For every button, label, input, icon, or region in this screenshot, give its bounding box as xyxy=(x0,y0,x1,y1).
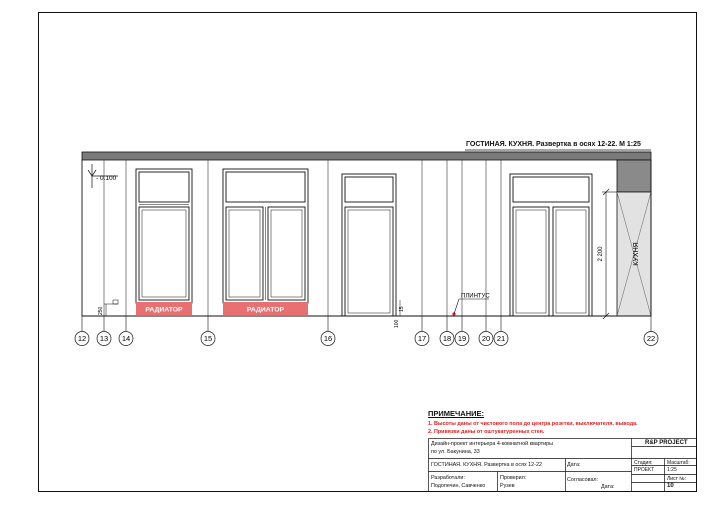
dim-height: 2 200 xyxy=(598,246,604,262)
tb-developed-label: Разработали: xyxy=(431,475,465,481)
tb-checked-name: Рузев xyxy=(500,482,515,489)
dim-small-c: 15 xyxy=(399,306,405,312)
plinth-label: ПЛИНТУС xyxy=(461,293,490,300)
axis-label-12: 12 xyxy=(77,334,87,344)
axis-label-19: 19 xyxy=(457,334,467,344)
tb-sheet-name: ГОСТИНАЯ. КУХНЯ. Развертка в осях 12-22 xyxy=(431,462,542,468)
axis-label-20: 20 xyxy=(481,334,491,344)
tb-scale-label: Масштаб: xyxy=(667,459,690,466)
tb-agreed-label: Согласовал: xyxy=(567,477,599,483)
dim-small-b: 100 xyxy=(394,319,400,328)
tb-stage-label: Стадия: xyxy=(634,459,653,466)
tb-developed-names: Подопечин, Савченко xyxy=(431,482,486,489)
tb-sheet-label: Лист №: xyxy=(667,476,687,482)
axis-label-14: 14 xyxy=(121,334,131,344)
tb-project: Дизайн-проект интерьера 4-комнатной квартиры xyxy=(431,441,554,447)
axis-label-15: 15 xyxy=(203,334,213,344)
tb-address: по ул. Бакунина, 33 xyxy=(431,449,480,455)
axis-label-22: 22 xyxy=(646,334,656,344)
drawing-title: ГОСТИНАЯ. КУХНЯ. Развертка в осях 12-22. М 1:25 xyxy=(466,141,641,148)
note-item-2: 2. Привязки даны от оштукатуренных стен. xyxy=(428,429,545,435)
tb-stage-value: ПРОЕКТ xyxy=(634,467,655,473)
notes-heading: ПРИМЕЧАНИЕ: xyxy=(428,409,485,418)
axis-label-18: 18 xyxy=(442,334,452,344)
note-item-1: 1. Высоты даны от чистового пола до центра розетки, выключателя, вывода. xyxy=(428,421,638,427)
radiator-1-label: РАДИАТОР xyxy=(145,306,183,314)
radiator-2-label: РАДИАТОР xyxy=(246,306,285,314)
level-mark: - 0.100 xyxy=(96,175,117,182)
kitchen-label: КУХНЯ xyxy=(633,242,640,266)
tb-company: R&P PROJECT xyxy=(645,439,688,446)
tb-date-label: Дата: xyxy=(567,462,581,468)
axis-label-21: 21 xyxy=(496,334,506,344)
dim-small-a: 250 xyxy=(98,306,104,315)
axis-label-17: 17 xyxy=(417,334,427,344)
tb-checked-label: Проверил: xyxy=(500,475,527,481)
tb-scale-value: 1:25 xyxy=(667,467,677,473)
axis-label-16: 16 xyxy=(323,334,333,344)
axis-label-13: 13 xyxy=(99,334,109,344)
tb-sheet-value: 10 xyxy=(667,483,674,489)
tb-date-label-2: Дата: xyxy=(601,484,615,490)
